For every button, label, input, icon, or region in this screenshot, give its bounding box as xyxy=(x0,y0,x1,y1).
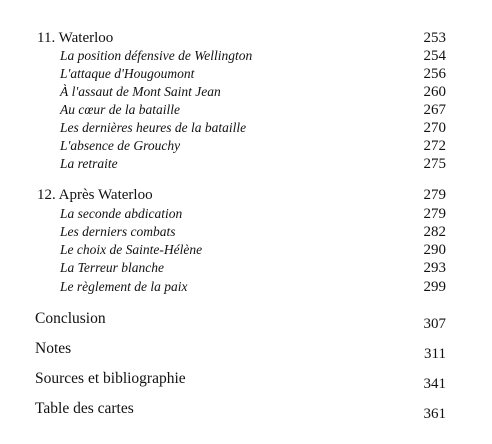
entry-label: La position défensive de Wellington xyxy=(60,48,253,63)
back-matter-conclusion xyxy=(0,310,492,332)
back-matter-notes xyxy=(0,340,492,362)
chapter-12-heading xyxy=(0,186,492,204)
entry-label: À l'assaut de Mont Saint Jean xyxy=(60,84,221,99)
toc-entry xyxy=(0,101,492,119)
entry-label: L'absence de Grouchy xyxy=(60,138,181,153)
chapter-title: 12. Après Waterloo xyxy=(37,187,153,203)
toc-entry xyxy=(0,155,492,173)
page-number: 290 xyxy=(423,242,446,258)
page-number: 307 xyxy=(423,316,446,332)
page-number: 341 xyxy=(423,376,446,392)
entry-label: La seconde abdication xyxy=(60,206,183,221)
page-number: 275 xyxy=(423,156,446,172)
page-number: 361 xyxy=(423,406,446,422)
entry-label: La retraite xyxy=(60,156,118,171)
section-label: Table des cartes xyxy=(35,400,134,417)
entry-label: Les derniers combats xyxy=(60,224,176,239)
page-number: 267 xyxy=(423,102,446,118)
entry-label: Le choix de Sainte-Hélène xyxy=(60,242,203,257)
toc-entry xyxy=(0,83,492,101)
entry-label: Les dernières heures de la bataille xyxy=(60,120,247,135)
back-matter-maps xyxy=(0,400,492,422)
page-number: 260 xyxy=(423,84,446,100)
page-number: 279 xyxy=(423,206,446,222)
page-number: 270 xyxy=(423,120,446,136)
page-number: 311 xyxy=(424,346,446,362)
page-number: 293 xyxy=(423,260,446,276)
entry-label: L'attaque d'Hougoumont xyxy=(60,66,195,81)
entry-label: Le règlement de la paix xyxy=(60,279,188,294)
back-matter-sources xyxy=(0,370,492,392)
toc-entry xyxy=(0,65,492,83)
toc-entry xyxy=(0,205,492,223)
toc-entry xyxy=(0,223,492,241)
toc-entry xyxy=(0,241,492,259)
page-number: 253 xyxy=(423,30,446,46)
chapter-11-heading xyxy=(0,29,492,47)
page-number: 254 xyxy=(423,48,446,64)
section-label: Conclusion xyxy=(35,310,106,327)
entry-label: La Terreur blanche xyxy=(60,260,165,275)
page-number: 299 xyxy=(423,279,446,295)
page-number: 279 xyxy=(423,187,446,203)
entry-label: Au cœur de la bataille xyxy=(60,102,180,117)
toc-entry xyxy=(0,47,492,65)
section-label: Sources et bibliographie xyxy=(35,370,186,387)
page-number: 282 xyxy=(423,224,446,240)
toc-entry xyxy=(0,119,492,137)
toc-entry xyxy=(0,137,492,155)
page-number: 272 xyxy=(423,138,446,154)
toc-entry xyxy=(0,278,492,296)
page-number: 256 xyxy=(423,66,446,82)
chapter-title: 11. Waterloo xyxy=(37,30,114,46)
toc-entry xyxy=(0,259,492,277)
section-label: Notes xyxy=(35,340,72,357)
